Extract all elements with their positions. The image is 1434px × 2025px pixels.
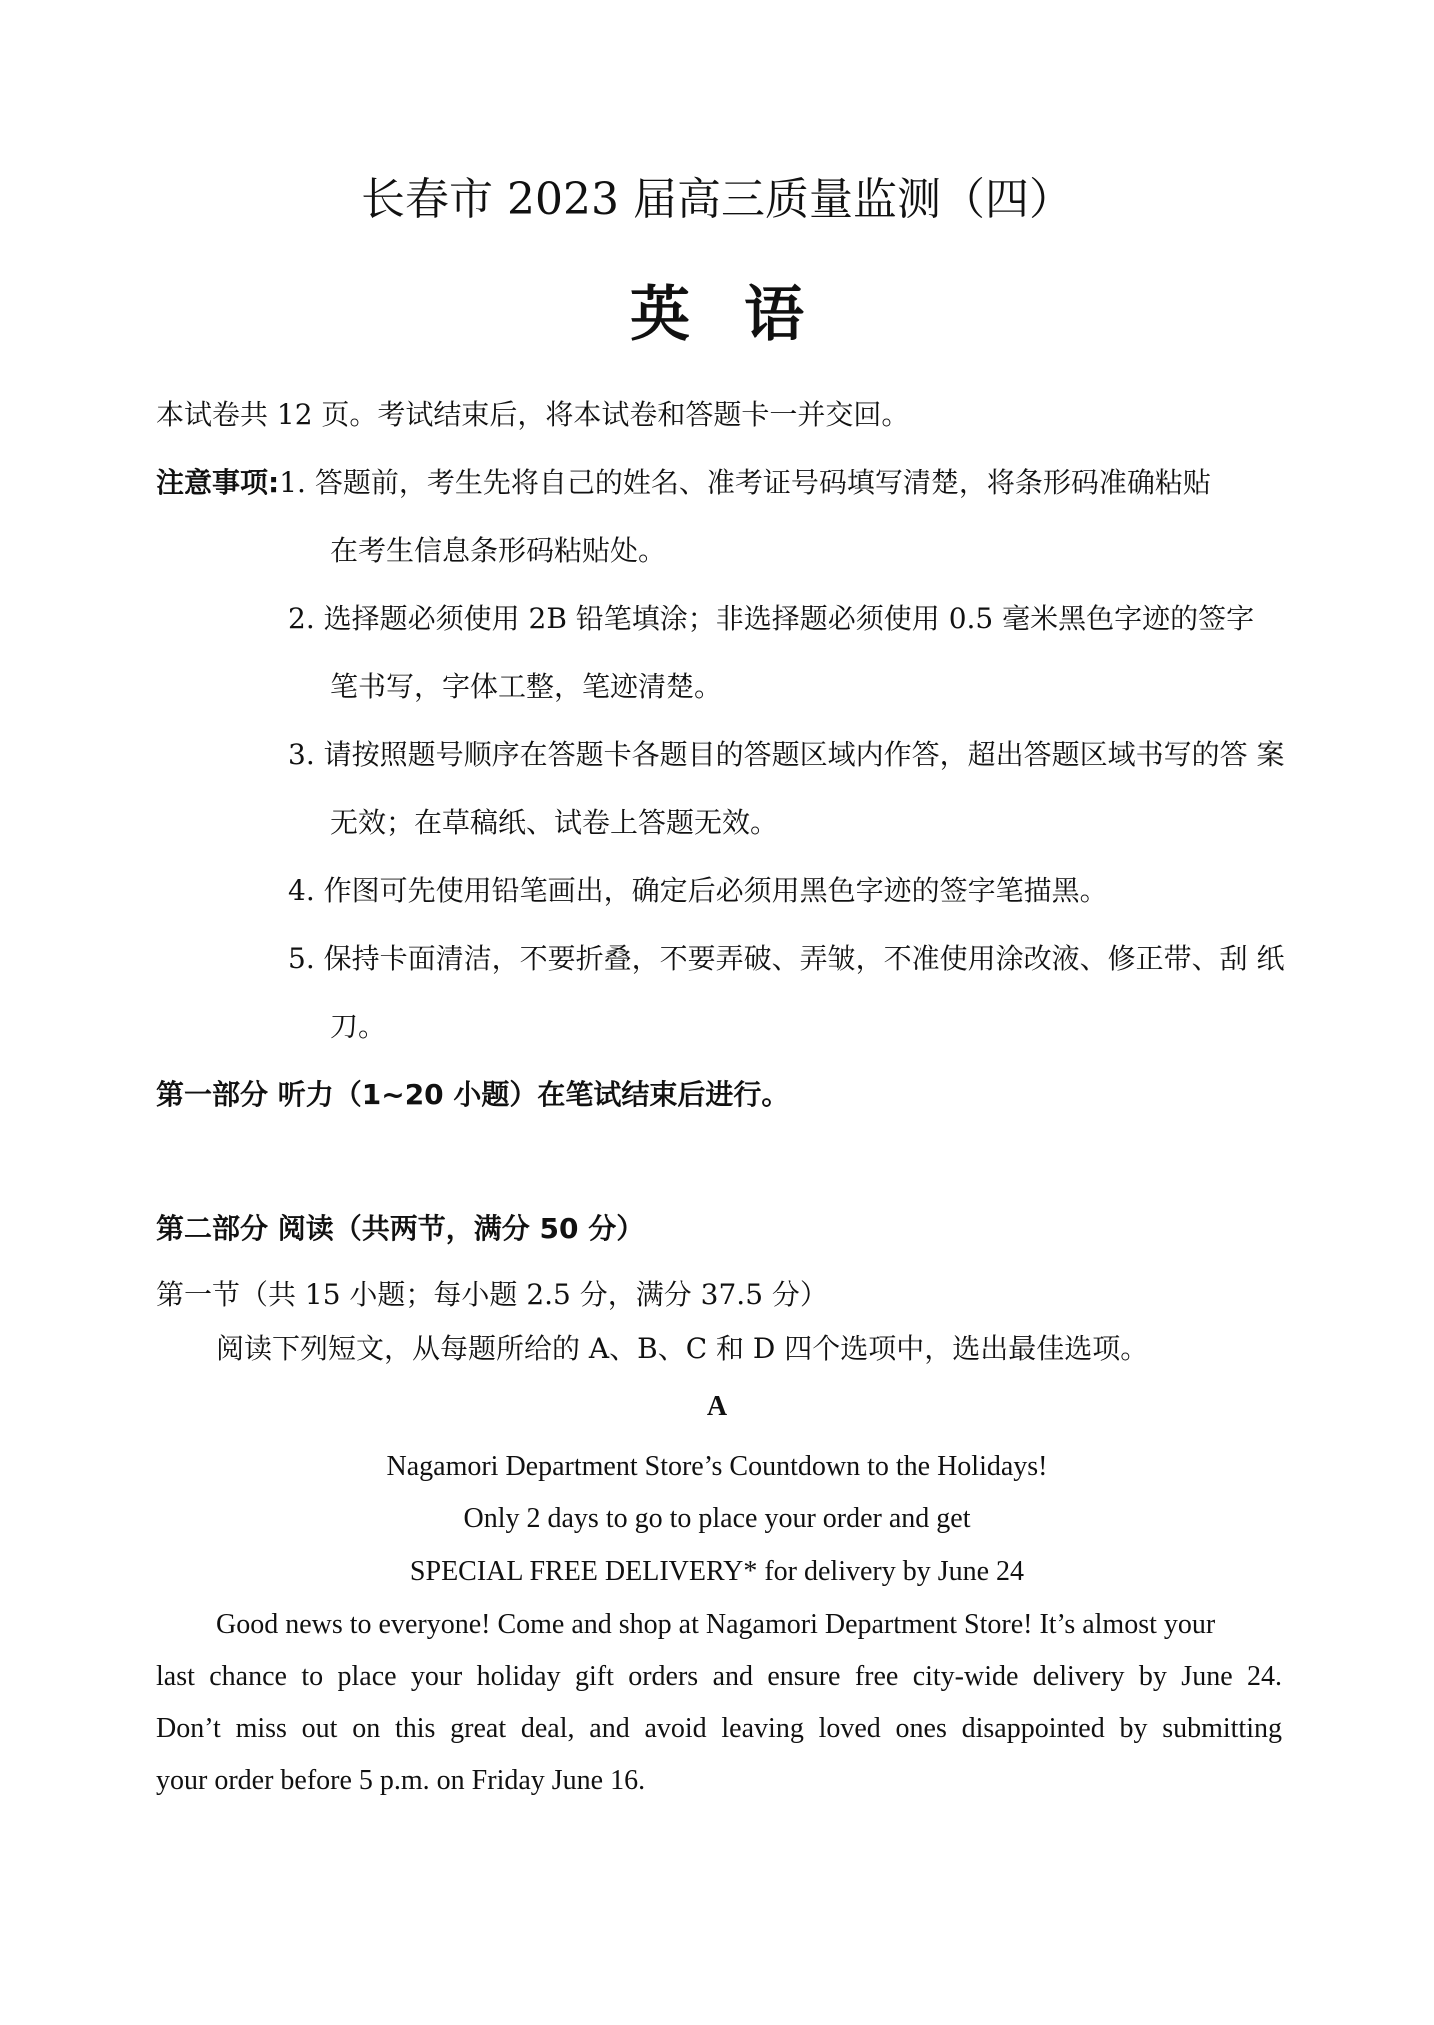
passage-body-line-4: your order before 5 p.m. on Friday June 16. xyxy=(156,1765,646,1796)
notice-item-3-line2: 无效；在草稿纸、试卷上答题无效。 xyxy=(330,806,779,839)
subject-title: 英语 xyxy=(630,280,858,350)
notice-item-5-line2: 刀。 xyxy=(330,1010,387,1043)
part1-heading: 第一部分 听力（1~20 小题）在笔试结束后进行。 xyxy=(156,1078,790,1111)
exam-title: 长春市 2023 届高三质量监测（四） xyxy=(361,174,1073,225)
passage-headline-1: Nagamori Department Store’s Countdown to the Holidays! xyxy=(386,1451,1048,1482)
notice-item-2-line1: 2. 选择题必须使用 2B 铅笔填涂；非选择题必须使用 0.5 毫米黑色字迹的签字 xyxy=(288,602,1255,635)
notice-item-1-line1: 1. 答题前，考生先将自己的姓名、准考证号码填写清楚，将条形码准确粘贴 xyxy=(279,466,1211,499)
passage-body-line-2: last chance to place your holiday gift orders and ensure free city-wide delivery by June 24. xyxy=(156,1661,1282,1692)
section1-instruction: 阅读下列短文，从每题所给的 A、B、C 和 D 四个选项中，选出最佳选项。 xyxy=(216,1332,1149,1365)
passage-headline-2: Only 2 days to go to place your order and get xyxy=(463,1503,971,1534)
passage-body-line-3: Don’t miss out on this great deal, and avoid leaving loved ones disappointed by submitting xyxy=(156,1713,1282,1744)
notice-item-1-line2: 在考生信息条形码粘贴处。 xyxy=(330,534,667,567)
passage-letter: A xyxy=(706,1391,728,1422)
notice-item-2-line2: 笔书写，字体工整，笔迹清楚。 xyxy=(330,670,723,703)
notice-block xyxy=(156,466,1211,500)
part2-heading: 第二部分 阅读（共两节，满分 50 分） xyxy=(156,1212,645,1245)
passage-body-line-1: Good news to everyone! Come and shop at Nagamori Department Store! It’s almost your xyxy=(216,1609,1216,1640)
section1-heading: 第一节（共 15 小题；每小题 2.5 分，满分 37.5 分） xyxy=(156,1278,828,1311)
passage-headline-3: SPECIAL FREE DELIVERY* for delivery by June 24 xyxy=(409,1556,1025,1587)
notice-item-5-line1: 5. 保持卡面清洁，不要折叠，不要弄破、弄皱，不准使用涂改液、修正带、刮 纸 xyxy=(288,942,1285,975)
notice-item-4-line1: 4. 作图可先使用铅笔画出，确定后必须用黑色字迹的签字笔描黑。 xyxy=(288,874,1108,907)
notice-item-3-line1: 3. 请按照题号顺序在答题卡各题目的答题区域内作答，超出答题区域书写的答 案 xyxy=(288,738,1285,771)
notice-label: 注意事项: xyxy=(156,466,280,499)
intro-text: 本试卷共 12 页。考试结束后，将本试卷和答题卡一并交回。 xyxy=(156,398,910,431)
